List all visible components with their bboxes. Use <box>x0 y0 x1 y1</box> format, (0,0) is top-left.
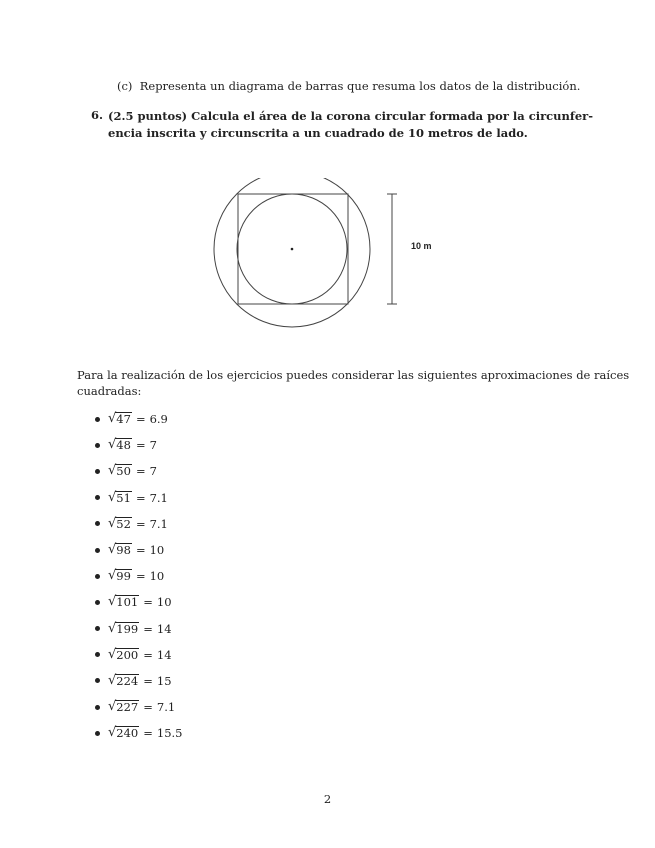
square-root-expression <box>108 543 132 557</box>
square-root-expression <box>108 622 139 636</box>
equals-sign: = <box>135 438 146 453</box>
page-number: 2 <box>323 792 332 806</box>
square-root-expression <box>108 438 132 452</box>
radical-sign-icon: √ <box>108 646 117 662</box>
radicand: 52 <box>116 516 131 531</box>
radical-sign-icon: √ <box>108 725 117 741</box>
equals-sign: = <box>135 412 146 427</box>
radicand: 98 <box>116 543 131 558</box>
subitem-c <box>117 79 580 94</box>
square-root-expression <box>108 674 139 688</box>
root-item <box>95 694 183 720</box>
radical-sign-icon: √ <box>108 568 117 584</box>
root-value: 10 <box>149 569 165 584</box>
square-root-expression <box>108 569 132 583</box>
bullet-icon <box>95 443 100 448</box>
radical-sign-icon: √ <box>108 699 117 715</box>
square-root-expression <box>108 700 139 714</box>
root-value: 7.1 <box>149 490 168 505</box>
root-value: 7 <box>149 438 157 453</box>
square-root-expression <box>108 648 139 662</box>
subitem-c-marker: (c) <box>117 79 133 93</box>
equals-sign: = <box>135 569 146 584</box>
question-6-line-1: (2.5 puntos) Calcula el área de la corona circular formada por la circunfer- <box>108 109 593 123</box>
root-value: 7.1 <box>149 516 168 531</box>
radicand: 50 <box>116 464 131 479</box>
radicand: 199 <box>116 621 139 636</box>
annulus-diagram <box>200 178 470 348</box>
bullet-icon <box>95 600 100 605</box>
root-value: 14 <box>156 647 172 662</box>
dimension-label: 10 m <box>411 241 432 251</box>
radical-sign-icon: √ <box>108 489 117 505</box>
square-root-expression <box>108 595 139 609</box>
equals-sign: = <box>135 490 146 505</box>
question-6-number: 6. <box>91 108 104 122</box>
root-item <box>95 589 183 615</box>
intro-line-1: Para la realización de los ejercicios puedes considerar las siguientes aproximaciones de raíces <box>77 368 630 382</box>
question-6-line-2: encia inscrita y circunscrita a un cuadrado de 10 metros de lado. <box>108 126 528 140</box>
bullet-icon <box>95 469 100 474</box>
center-point <box>291 248 294 251</box>
root-item <box>95 485 183 511</box>
root-item <box>95 406 183 432</box>
bullet-icon <box>95 495 100 500</box>
radical-sign-icon: √ <box>108 620 117 636</box>
equals-sign: = <box>143 700 153 715</box>
bullet-icon <box>95 731 100 736</box>
radical-sign-icon: √ <box>108 411 117 427</box>
radicand: 240 <box>116 726 139 741</box>
root-item <box>95 642 183 668</box>
root-item <box>95 616 183 642</box>
radical-sign-icon: √ <box>108 463 117 479</box>
radicand: 101 <box>116 595 139 610</box>
intro-line-2: cuadradas: <box>77 384 142 398</box>
square-root-expression <box>108 491 132 505</box>
root-value: 7 <box>149 464 157 479</box>
root-value: 15 <box>156 673 172 688</box>
bullet-icon <box>95 705 100 710</box>
root-value: 14 <box>156 621 172 636</box>
root-value: 10 <box>156 595 172 610</box>
subitem-c-text: Representa un diagrama de barras que resuma los datos de la distribución. <box>139 79 581 93</box>
bullet-icon <box>95 652 100 657</box>
root-item <box>95 563 183 589</box>
radicand: 224 <box>116 673 139 688</box>
root-value: 6.9 <box>149 412 168 427</box>
equals-sign: = <box>135 464 146 479</box>
radical-sign-icon: √ <box>108 515 117 531</box>
square-roots-list <box>95 406 183 746</box>
intro-paragraph <box>77 367 630 399</box>
radicand: 227 <box>116 700 139 715</box>
root-item <box>95 668 183 694</box>
root-item <box>95 432 183 458</box>
root-item <box>95 537 183 563</box>
root-value: 15.5 <box>156 726 183 741</box>
radical-sign-icon: √ <box>108 672 117 688</box>
geometry-figure <box>200 178 470 352</box>
equals-sign: = <box>143 647 153 662</box>
radical-sign-icon: √ <box>108 542 117 558</box>
bullet-icon <box>95 574 100 579</box>
equals-sign: = <box>135 543 146 558</box>
equals-sign: = <box>143 595 153 610</box>
root-item <box>95 720 183 746</box>
radicand: 48 <box>116 438 131 453</box>
equals-sign: = <box>135 516 146 531</box>
bullet-icon <box>95 521 100 526</box>
radical-sign-icon: √ <box>108 594 117 610</box>
radicand: 47 <box>116 412 131 427</box>
square-root-expression <box>108 517 132 531</box>
square-root-expression <box>108 464 132 478</box>
radical-sign-icon: √ <box>108 437 117 453</box>
question-6-text <box>108 108 593 142</box>
root-value: 7.1 <box>156 700 176 715</box>
radicand: 200 <box>116 647 139 662</box>
bullet-icon <box>95 678 100 683</box>
bullet-icon <box>95 417 100 422</box>
radicand: 99 <box>116 569 131 584</box>
bullet-icon <box>95 626 100 631</box>
root-item <box>95 511 183 537</box>
equals-sign: = <box>143 673 153 688</box>
equals-sign: = <box>143 726 153 741</box>
radicand: 51 <box>116 490 131 505</box>
square-root-expression <box>108 726 139 740</box>
root-value: 10 <box>149 543 165 558</box>
root-item <box>95 458 183 484</box>
square-root-expression <box>108 412 132 426</box>
bullet-icon <box>95 548 100 553</box>
equals-sign: = <box>143 621 153 636</box>
